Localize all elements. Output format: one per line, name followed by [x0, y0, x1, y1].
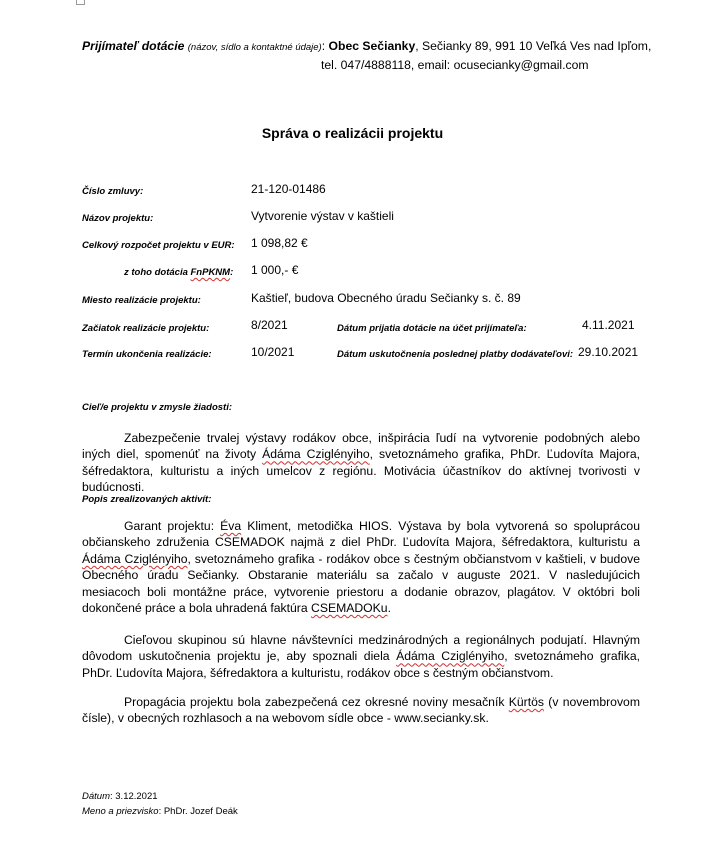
recipient-separator: :: [321, 39, 326, 53]
recipient-org-name: Obec Sečianky: [328, 39, 416, 53]
act1-eva: Éva: [220, 519, 242, 533]
start-value: 8/2021: [251, 318, 288, 332]
goals-name: Ádáma Cziglényiho: [262, 447, 370, 462]
end-label: Termín ukončenia realizácie: [82, 349, 209, 360]
act1-adama: Ádáma Cziglényiho: [82, 551, 188, 566]
contract-label: Číslo zmluvy: [82, 186, 141, 197]
footer-date: Dátum: 3.12.2021: [82, 791, 158, 802]
act3-pre: Propagácia projektu bola zabezpečená cez okresné noviny mesačník: [124, 695, 509, 709]
act3-kurtos: Kürtös: [508, 695, 544, 709]
start-label: Začiatok realizácie projektu: [82, 323, 207, 334]
place-row: Miesto realizácie projektu:: [82, 295, 201, 306]
footer-name-label: Meno a priezvisko: [82, 806, 159, 817]
activities-paragraph-1: [82, 518, 640, 616]
act1-mid1: Kliment, metodička HIOS. Výstava by bola vytvorená so spoluprácou občianskeho združenia CSEMADOK najmä z diel PhDr. Ľudovíta Majora, šéfredaktora, kulturistu a: [82, 519, 640, 550]
place-label: Miesto realizácie projektu: [82, 295, 198, 306]
act2-name: Ádáma Cziglényiho: [396, 649, 505, 664]
end-row: Termín ukončenia realizácie:: [82, 349, 212, 360]
contract-row: Číslo zmluvy:: [82, 186, 144, 197]
act2-rest: , svetoznámeho grafika, PhDr. Ľudovíta Majora, šéfredaktora a kulturistu, rodákov obce s čestným občianstvom.: [82, 649, 640, 680]
act3-rest: (v novembrovom čísle), v obecných rozhlasoch a na webovom sídle obce - www.secianky.sk.: [82, 695, 640, 726]
subsidy-org: FnPKNM: [190, 267, 231, 278]
activities-row: Popis zrealizovaných aktivít:: [82, 494, 212, 505]
recipient-block: [82, 37, 682, 72]
subsidy-row: z toho dotácia FnPKNM:: [124, 267, 234, 278]
goals-row: Cieľ/e projektu v zmysle žiadosti:: [82, 402, 233, 413]
contract-value: 21-120-01486: [251, 182, 326, 196]
start-row: Začiatok realizácie projektu:: [82, 323, 210, 334]
received-label: Dátum prijatia dotácie na účet prijímateľa: [337, 323, 524, 334]
act1-mid2: , svetoznámeho grafika - rodákov obce s čestným občianstvom v kaštieli, v budove Obecného úradu Sečianky. Obstaranie materiálu sa začalo v auguste 2021. V nasledujúcich mesiacoch boli montážne práce, vytvorenie priestoru a dodanie obrazov, plagátov. V októbri boli dokončené práce a bola uhradená faktúra: [82, 551, 640, 616]
act1-csemadoku: CSEMADOKu: [311, 601, 388, 616]
recipient-contact: tel. 047/4888118, email: ocusecianky@gmail.com: [321, 58, 589, 72]
project-value: Vytvorenie výstav v kaštieli: [251, 209, 394, 223]
subsidy-label: z toho dotácia: [124, 267, 191, 278]
end-value: 10/2021: [251, 345, 295, 359]
budget-label: Celkový rozpočet projektu v EUR: [82, 240, 232, 251]
document-title: Správa o realizácii projektu: [261, 125, 444, 141]
recipient-label: Prijímateľ dotácie: [82, 39, 185, 53]
footer-name: Meno a priezvisko: PhDr. Jozef Deák: [82, 806, 238, 817]
page-corner-mark: [76, 0, 85, 5]
lastpay-value: 29.10.2021: [578, 345, 639, 359]
footer-date-value: 3.12.2021: [115, 791, 158, 802]
activities-label: Popis zrealizovaných aktivít: [82, 494, 209, 505]
activities-paragraph-2: [82, 632, 640, 681]
subsidy-value: 1 000,- €: [251, 263, 299, 277]
budget-value: 1 098,82 €: [251, 236, 308, 250]
lastpay-label: Dátum uskutočnenia poslednej platby dodávateľovi: [337, 349, 570, 360]
received-value: 4.11.2021: [582, 318, 635, 332]
place-value: Kaštieľ, budova Obecného úradu Sečianky s. č. 89: [251, 291, 521, 305]
act1-pre: Garant projektu:: [124, 519, 221, 533]
act2-pre: Cieľovou skupinou sú hlavne návštevníci medzinárodných a regionálnych podujatí. Hlavným dôvodom uskutočnenia projektu je, aby spoznali diela: [82, 633, 640, 664]
footer-name-value: PhDr. Jozef Deák: [163, 806, 238, 817]
goals-text: Zabezpečenie trvalej výstavy rodákov obce, inšpirácia ľudí na vytvorenie podobných alebo iných diel, spomenúť na životy: [82, 431, 640, 462]
recipient-note: (názov, sídlo a kontaktné údaje): [187, 42, 322, 53]
act1-end: .: [387, 601, 391, 616]
goals-label: Cieľ/e projektu v zmysle žiadosti: [82, 402, 229, 413]
goals-text-rest: , svetoznámeho grafika, PhDr. Ľudovíta Majora, šéfredaktora, kulturistu a iných umelcov z regiónu. Motivácia účastníkov do aktívnej tvorivosti v budúcnosti.: [82, 447, 640, 495]
budget-row: Celkový rozpočet projektu v EUR:: [82, 240, 235, 251]
project-label: Názov projektu: [82, 213, 151, 224]
activities-paragraph-3: [82, 694, 640, 727]
goals-paragraph: [82, 430, 640, 496]
project-row: Názov projektu:: [82, 213, 154, 224]
footer-date-label: Dátum: [82, 791, 110, 802]
received-row: Dátum prijatia dotácie na účet prijímateľa:: [337, 323, 527, 334]
recipient-address: , Sečianky 89, 991 10 Veľká Ves nad Ipľom,: [415, 39, 652, 53]
lastpay-row: Dátum uskutočnenia poslednej platby dodávateľovi:: [337, 349, 574, 360]
